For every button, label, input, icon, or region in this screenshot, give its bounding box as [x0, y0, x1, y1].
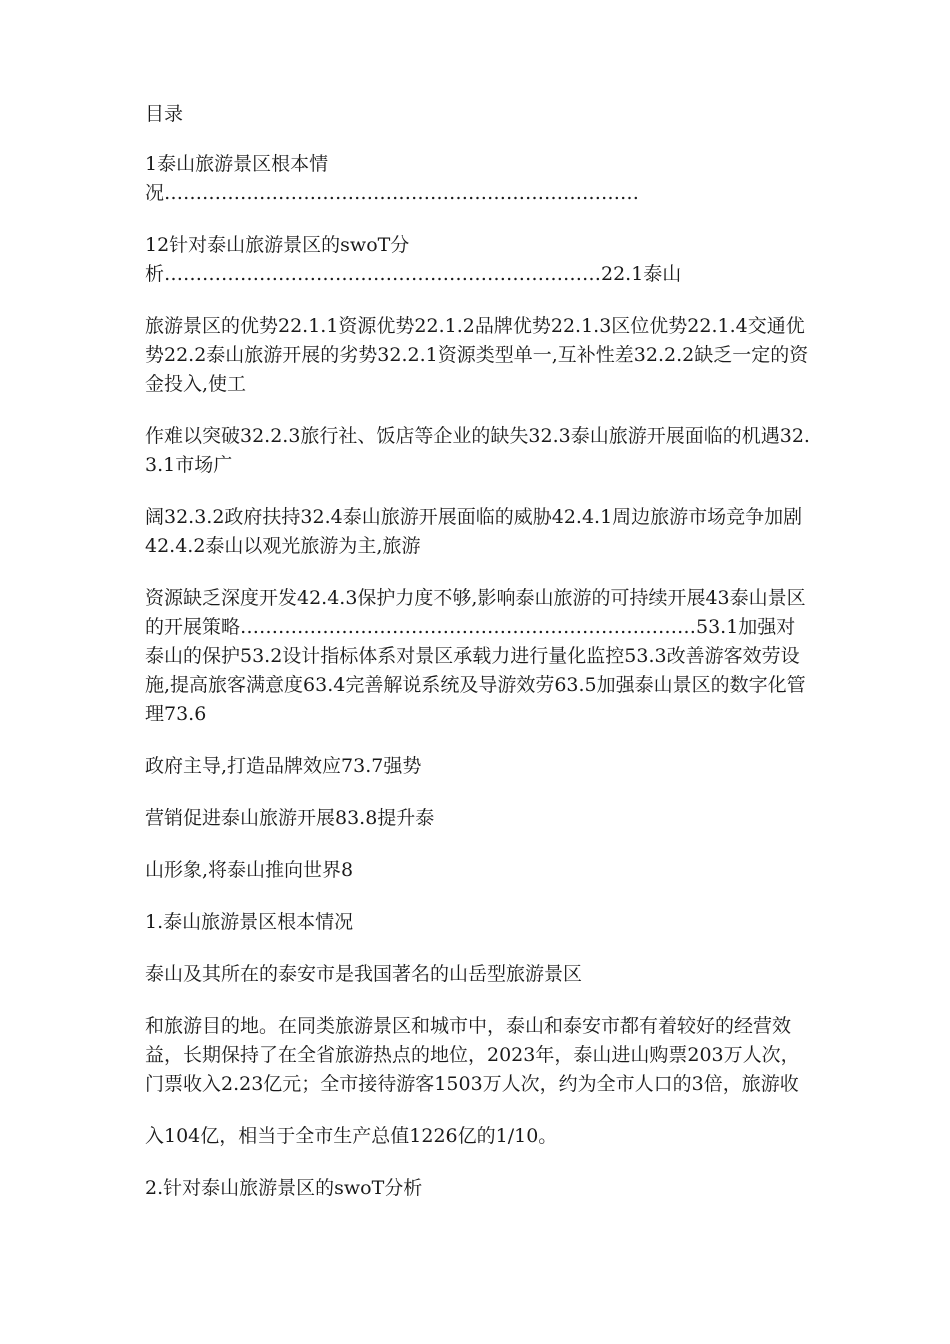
section-1-intro: 泰山及其所在的泰安市是我国著名的山岳型旅游景区 — [145, 963, 583, 985]
toc-title: 目录 — [145, 103, 184, 125]
toc-entries-3-8: 山形象,将泰山推向世界8 — [145, 859, 354, 881]
toc-entry-1: 1泰山旅游景区根本情况………………………………………………………………… — [145, 153, 640, 204]
section-1-body-end: 入104亿，相当于全市生产总值1226亿的1/10。 — [145, 1125, 558, 1147]
document-page — [145, 100, 810, 1226]
toc-entries-3-6: 政府主导,打造品牌效应73.7强势 — [145, 755, 422, 777]
section-2-heading: 2.针对泰山旅游景区的swoT分析 — [145, 1177, 423, 1199]
toc-entries-2-2: 作难以突破32.2.3旅行社、饭店等企业的缺失32.3泰山旅游开展面临的机遇32.3.1市场广 — [145, 425, 810, 476]
toc-entry-2: 12针对泰山旅游景区的swoT分析……………………………………………………………22.1泰山 — [145, 234, 682, 285]
section-1-heading: 1.泰山旅游景区根本情况 — [145, 911, 354, 933]
toc-entries-2-1: 旅游景区的优势22.1.1资源优势22.1.2品牌优势22.1.3区位优势22.1.4交通优势22.2泰山旅游开展的劣势32.2.1资源类型单一,互补性差32.2.2缺乏一定的资金投入,使工 — [145, 315, 809, 395]
toc-entries-3-7: 营销促进泰山旅游开展83.8提升泰 — [145, 807, 435, 829]
toc-entries-2-3: 阔32.3.2政府扶持32.4泰山旅游开展面临的威胁42.4.1周边旅游市场竞争加剧42.4.2泰山以观光旅游为主,旅游 — [145, 506, 803, 557]
section-1-body: 和旅游目的地。在同类旅游景区和城市中，泰山和泰安市都有着较好的经营效益，长期保持了在全省旅游热点的地位，2023年，泰山进山购票203万人次，门票收入2.23亿元；全市接待游客1503万人次，约为全市人口的3倍，旅游收 — [145, 1015, 800, 1095]
toc-entries-3: 资源缺乏深度开发42.4.3保护力度不够,影响泰山旅游的可持续开展43泰山景区的开展策略………………………………………………………………53.1加强对泰山的保护53.2设计指标体系对景区承载力进行量化监控53.3改善游客效劳设施,提高旅客满意度63.4完善解说系统及导游效劳63.5加强泰山景区的数字化管理73.6 — [145, 587, 806, 725]
